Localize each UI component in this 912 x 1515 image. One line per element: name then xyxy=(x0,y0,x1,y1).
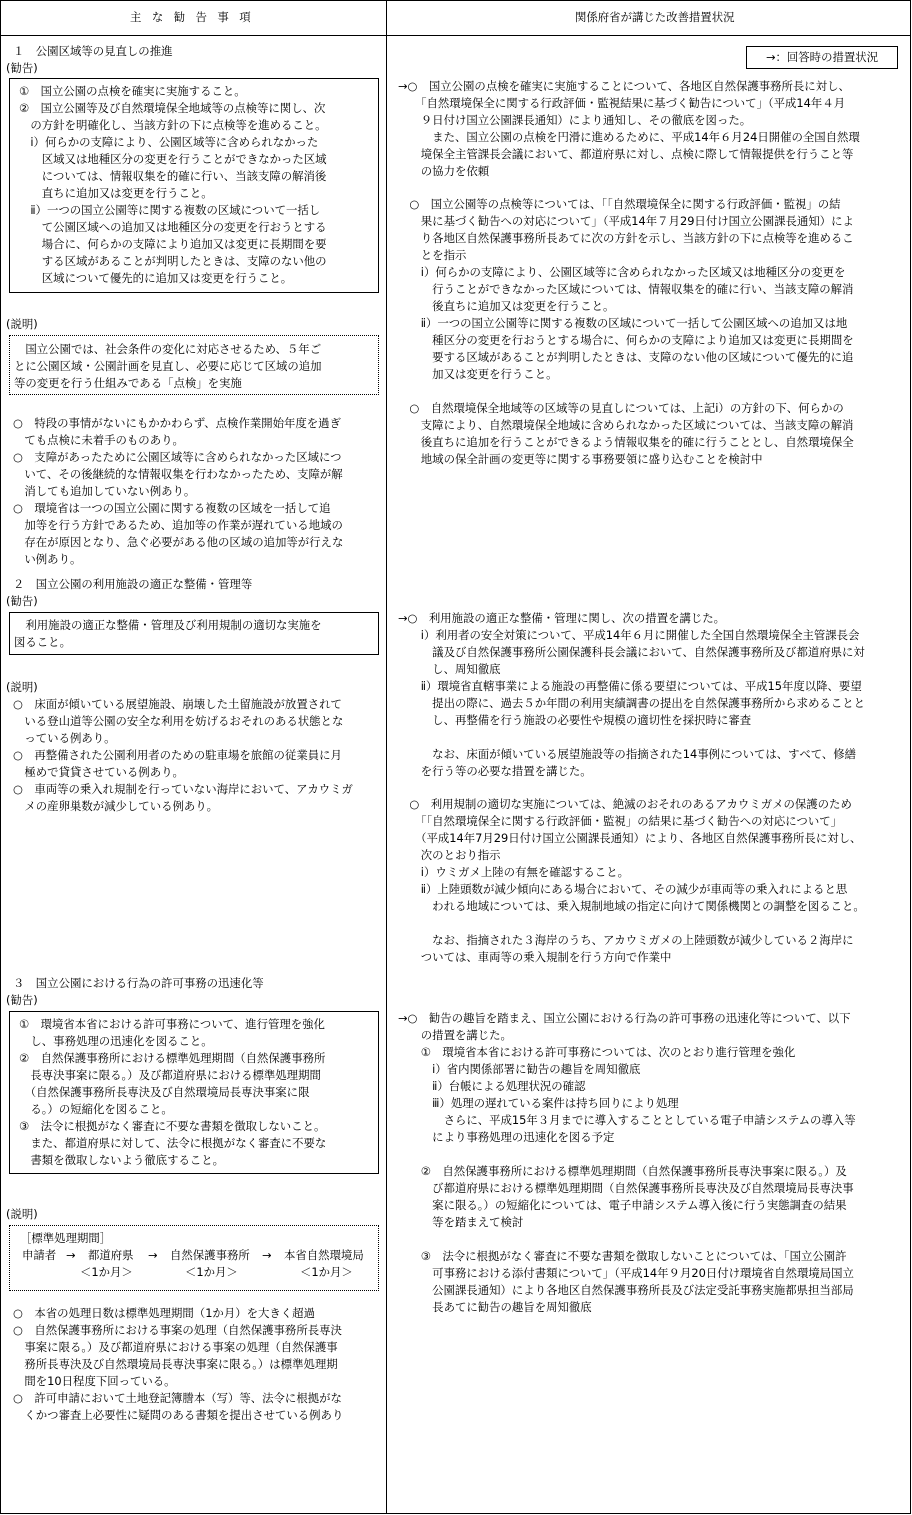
text-line: ⅰ）ウミガメ上陸の有無を確認すること。 xyxy=(398,865,629,879)
text-line: する区域があることが判明したときは、支障のない他の xyxy=(19,254,327,268)
text-line: により事務処理の迅速化を図る予定 xyxy=(398,1130,615,1144)
text-line: 国立公園では、社会条件の変化に対応させるため、５年ご xyxy=(14,342,322,356)
text-line: 事案に限る。）及び都道府県における事案の処理（自然保護事 xyxy=(13,1340,338,1354)
text-line: 直ちに追加又は変更を行うこと。 xyxy=(19,186,213,200)
text-line: ○ 再整備された公園利用者のための駐車場を旅館の従業員に月 xyxy=(13,748,342,762)
text-line: ⅱ）環境省直轄事業による施設の再整備に係る要望については、平成15年度以降、要望 xyxy=(398,679,862,693)
text-line: し、再整備を行う施設の必要性や規模の適切性を採択時に審査 xyxy=(398,713,752,727)
text-line: 要する区域があることが判明したときは、支障のない他の区域について優先的に追 xyxy=(398,350,854,364)
text-line: また、都道府県に対して、法令に根拠がなく審査に不要な xyxy=(19,1136,327,1150)
text-line: 等の変更を行う仕組みである「点検」を実施 xyxy=(14,376,242,390)
text-line: ○ 自然保護事務所における事案の処理（自然保護事務所長専決 xyxy=(13,1323,342,1337)
text-line: われる地域については、乗入規制地域の指定に向けて関係機関との調整を図ること。 xyxy=(398,899,865,913)
s2-setsumei-text xyxy=(13,696,353,815)
text-line: 地域の保全計画の変更等に関する事務要領に盛り込むことを検討中 xyxy=(398,452,763,466)
text-line xyxy=(398,1231,856,1248)
s1-setsumei-text xyxy=(13,415,343,568)
text-line: 存在が原因となり、急ぐ必要がある他の区域の追加等が行えな xyxy=(13,535,344,549)
text-line: を行う等の必要な措置を講じた。 xyxy=(398,764,592,778)
s2-kankoku-label: (勧告) xyxy=(6,594,38,608)
text-line: メの産卵巣数が減少している例あり。 xyxy=(13,799,219,813)
text-line: ９日付け国立公園課長通知）により通知し、その徹底を図った。 xyxy=(398,113,752,127)
s1-kankoku-text xyxy=(19,83,327,287)
text-line: ② 自然保護事務所における標準処理期間（自然保護事務所長専決事案に限る。）及 xyxy=(398,1164,847,1178)
text-line: ○ 国立公園等の点検等については、「「自然環境保全に関する行政評価・監視」の結 xyxy=(398,197,841,211)
r3-response-a xyxy=(398,1010,856,1316)
text-line: 長あてに勧告の趣旨を周知徹底 xyxy=(398,1300,592,1314)
text-line: とに公園区域・公園計画を見直し、必要に応じて区域の追加 xyxy=(14,359,322,373)
text-line: る。）の短縮化を図ること。 xyxy=(19,1102,173,1116)
text-line: 「自然環境保全に関する行政評価・監視結果に基づく勧告について」（平成14年４月 xyxy=(398,96,846,110)
section-3-title: ３ 国立公園における行為の許可事務の迅速化等 xyxy=(13,976,264,990)
text-line: 公園課長通知）により各地区自然保護事務所長及び法定受託事務実施都県担当部局 xyxy=(398,1283,854,1297)
text-line: ⅰ）何らかの支障により、公園区域等に含められなかった区域又は地種区分の変更を xyxy=(398,265,846,279)
r2-response-b xyxy=(398,796,865,966)
text-line: 次のとおり指示 xyxy=(398,848,501,862)
text-line: 加等を行う方針であるため、追加等の作業が遅れている地域の xyxy=(13,518,343,532)
text-line: ○ 利用規制の適切な実施については、絶滅のおそれのあるアカウミガメの保護のため xyxy=(398,797,852,811)
flow-period: ＜1か月＞ xyxy=(300,1265,353,1279)
r1-response-b xyxy=(398,196,854,383)
s2-kankoku-text xyxy=(14,617,322,651)
text-line: ⅱ）台帳による処理状況の確認 xyxy=(398,1079,586,1093)
flow-node-office: 自然保護事務所 xyxy=(170,1248,250,1262)
flow-node-prefecture: 都道府県 xyxy=(88,1248,134,1262)
text-line: →○ 国立公園の点検を確実に実施することについて、各地区自然保護事務所長に対し、 xyxy=(398,79,850,93)
flow-period: ＜1か月＞ xyxy=(185,1265,238,1279)
s2-setsumei-label: (説明) xyxy=(6,680,38,694)
text-line: 等を踏まえて検討 xyxy=(398,1215,524,1229)
text-line: ① 環境省本省における許可事務については、次のとおり進行管理を強化 xyxy=(398,1045,796,1059)
text-line: 区域について優先的に追加又は変更を行うこと。 xyxy=(19,271,293,285)
text-line: し、事務処理の迅速化を図ること。 xyxy=(19,1034,213,1048)
s1-setsumei-label: (説明) xyxy=(6,317,38,331)
text-line: 行うことができなかった区域については、情報収集を的確に行い、当該支障の解消 xyxy=(398,282,854,296)
legend-box: →：回答時の措置状況 xyxy=(746,46,898,69)
r1-response-a xyxy=(398,78,860,180)
flow-node-ministry: 本省自然環境局 xyxy=(284,1248,364,1262)
text-line: ③ 法令に根拠がなく審査に不要な書類を徴取しないこと。 xyxy=(19,1119,326,1133)
text-line: 極めで貸貸させている例あり。 xyxy=(13,765,184,779)
text-line: て公園区域への追加又は地種区分の変更を行おうとする xyxy=(19,220,327,234)
text-line: 務所長専決及び自然環境局長専決事案に限る。）は標準処理期 xyxy=(13,1357,338,1371)
text-line: ○ 自然環境保全地域等の区域等の見直しについては、上記ⅰ）の方針の下、何らかの xyxy=(398,401,844,415)
r1-response-c xyxy=(398,400,854,468)
text-line: ても点検に未着手のものあり。 xyxy=(13,433,184,447)
s3-setsumei-text xyxy=(13,1305,343,1424)
text-line: ② 自然保護事務所における標準処理期間（自然保護事務所 xyxy=(19,1051,326,1065)
text-line: なお、床面が傾いている展望施設等の指摘された14事例については、すべて、修繕 xyxy=(398,747,857,761)
text-line: ○ 許可申請において土地登記簿謄本（写）等、法令に根拠がな xyxy=(13,1391,342,1405)
text-line: （自然保護事務所長専決及び自然環境局長専決事案に限 xyxy=(19,1085,310,1099)
text-line: →○ 勧告の趣旨を踏まえ、国立公園における行為の許可事務の迅速化等について、以下 xyxy=(398,1011,851,1025)
text-line: また、国立公園の点検を円滑に進めるために、平成14年６月24日開催の全国自然環 xyxy=(398,130,860,144)
text-line xyxy=(398,915,865,932)
text-line: →○ 利用施設の適正な整備・管理に関し、次の措置を講じた。 xyxy=(398,611,726,625)
text-line: ⅰ）省内関係部署に勧告の趣旨を周知徹底 xyxy=(398,1062,641,1076)
text-line: くかつ審査上必要性に疑問のある書類を提出させている例あり xyxy=(13,1408,344,1422)
text-line: の措置を講じた。 xyxy=(398,1028,512,1042)
text-line: の方針を明確化し、当該方針の下に点検等を進めること。 xyxy=(19,118,327,132)
text-line: 提出の際に、過去５か年間の利用実績調書の提出を自然保護事務所から求めることと xyxy=(398,696,866,710)
flow-title: ［標準処理期間］ xyxy=(20,1231,112,1245)
s1-setsumei-box-text xyxy=(14,341,322,392)
text-line: 場合に、何らかの支障により追加又は変更に長期間を要 xyxy=(19,237,327,251)
text-line xyxy=(398,729,865,746)
text-line: なお、指摘された３海岸のうち、アカウミガメの上陸頭数が減少している２海岸に xyxy=(398,933,854,947)
text-line: いて、その後継続的な情報収集を行わなかったため、支障が解 xyxy=(13,467,343,481)
text-line: の協力を依頼 xyxy=(398,164,490,178)
header-right: 関係府省が講じた改善措置状況 xyxy=(575,10,735,24)
text-line: 図ること。 xyxy=(14,635,71,649)
r2-response-a xyxy=(398,610,865,780)
text-line: 案に限る。）の短縮化については、電子申請システム導入後に行う実態調査の結果 xyxy=(398,1198,847,1212)
header-divider xyxy=(0,35,911,36)
s3-setsumei-label: (説明) xyxy=(6,1207,38,1221)
text-line: ○ 床面が傾いている展望施設、崩壊した土留施設が放置されて xyxy=(13,697,342,711)
text-line: い例あり。 xyxy=(13,552,82,566)
text-line: ⅰ）何らかの支障により、公園区域等に含められなかった xyxy=(19,135,319,149)
flow-node-applicant: 申請者 xyxy=(22,1248,57,1262)
text-line: （平成14年7月29日付け国立公園課長通知）により、各地区自然保護事務所長に対し、 xyxy=(398,831,862,845)
text-line: ① 国立公園の点検を確実に実施すること。 xyxy=(19,84,246,98)
text-line: ○ 支障があったために公園区域等に含められなかった区域につ xyxy=(13,450,342,464)
section-1-title: １ 公園区域等の見直しの推進 xyxy=(13,44,173,58)
flow-arrow: → xyxy=(66,1248,76,1262)
s3-kankoku-text xyxy=(19,1016,326,1169)
text-line: いる登山道等公園の安全な利用を妨げるおそれのある状態とな xyxy=(13,714,344,728)
header-left: 主 な 勧 告 事 項 xyxy=(130,10,255,24)
text-line: ○ 環境省は一つの国立公園に関する複数の区域を一括して追 xyxy=(13,501,331,515)
text-line: ⅱ）上陸頭数が減少傾向にある場合において、その減少が車両等の乗入れによると思 xyxy=(398,882,848,896)
text-line: ○ 車両等の乗入れ規制を行っていない海岸において、アカウミガ xyxy=(13,782,353,796)
text-line: ○ 特段の事情がないにもかかわらず、点検作業開始年度を過ぎ xyxy=(13,416,341,430)
text-line: 加又は変更を行うこと。 xyxy=(398,367,558,381)
text-line: とを指示 xyxy=(398,248,467,262)
text-line: ついては、車両等の乗入規制を行う方向で作業中 xyxy=(398,950,672,964)
text-line: っている例あり。 xyxy=(13,731,116,745)
text-line: ⅲ）処理の遅れている案件は持ち回りにより処理 xyxy=(398,1096,679,1110)
text-line: 書類を徴取しないよう徹底すること。 xyxy=(19,1153,225,1167)
flow-period: ＜1か月＞ xyxy=(80,1265,133,1279)
text-line: ① 環境省本省における許可事務について、進行管理を強化 xyxy=(19,1017,325,1031)
s3-kankoku-label: (勧告) xyxy=(6,993,38,1007)
text-line: 後直ちに追加を行うことができるよう情報収集を的確に行うこととし、自然環境保全 xyxy=(398,435,854,449)
text-line: ⅰ）利用者の安全対策について、平成14年６月に開催した全国自然環境保全主管課長会 xyxy=(398,628,860,642)
text-line: ③ 法令に根拠がなく審査に不要な書類を徴取しないことについては、「国立公園許 xyxy=(398,1249,847,1263)
text-line: 消しても追加していない例あり。 xyxy=(13,484,196,498)
text-line: 利用施設の適正な整備・管理及び利用規制の適切な実施を xyxy=(14,618,322,632)
column-divider xyxy=(386,0,387,1514)
s1-kankoku-label: (勧告) xyxy=(6,61,38,75)
text-line: 境保全主管課長会議において、都道府県に対し、点検に際して情報提供を行うこと等 xyxy=(398,147,854,161)
text-line: 議及び自然保護事務所公園保護科長会議において、自然保護事務所及び都道府県に対 xyxy=(398,645,865,659)
text-line: 長専決事案に限る。）及び都道府県における標準処理期間 xyxy=(19,1068,321,1082)
text-line: 支障により、自然環境保全地域に含められなかった区域については、当該支障の解消 xyxy=(398,418,854,432)
text-line: ○ 本省の処理日数は標準処理期間（1か月）を大きく超過 xyxy=(13,1306,315,1320)
flow-arrow: → xyxy=(148,1248,158,1262)
section-2-title: ２ 国立公園の利用施設の適正な整備・管理等 xyxy=(13,577,253,591)
text-line: 後直ちに追加又は変更を行うこと。 xyxy=(398,299,615,313)
text-line: ② 国立公園等及び自然環境保全地域等の点検等に関し、次 xyxy=(19,101,326,115)
text-line: については、情報収集を的確に行い、当該支障の解消後 xyxy=(19,169,327,183)
text-line: 間を10日程度下回っている。 xyxy=(13,1374,176,1388)
text-line: ⅱ）一つの国立公園等に関する複数の区域について一括し xyxy=(19,203,321,217)
text-line: 種区分の変更を行おうとする場合に、何らかの支障により追加又は変更に長期間を xyxy=(398,333,854,347)
text-line: し、周知徹底 xyxy=(398,662,501,676)
text-line: 区域又は地種区分の変更を行うことができなかった区域 xyxy=(19,152,327,166)
flow-arrow: → xyxy=(262,1248,272,1262)
text-line: ⅱ）一つの国立公園等に関する複数の区域について一括して公園区域への追加又は地 xyxy=(398,316,848,330)
text-line xyxy=(398,1146,856,1163)
text-line: 果に基づく勧告への対応について」（平成14年７月29日付け国立公園課長通知）によ xyxy=(398,214,854,228)
text-line: 「「自然環境保全に関する行政評価・監視」の結果に基づく勧告への対応について」 xyxy=(398,814,842,828)
text-line: び都道府県における標準処理期間（自然保護事務所長専決及び自然環境局長専決事 xyxy=(398,1181,854,1195)
text-line: 可事務における添付書類について」（平成14年９月20日付け環境省自然環境局国立 xyxy=(398,1266,854,1280)
text-line: さらに、平成15年３月までに導入することとしている電子申請システムの導入等 xyxy=(398,1113,856,1127)
text-line: り各地区自然保護事務所長あてに次の方針を示し、当該方針の下に点検等を進めるこ xyxy=(398,231,854,245)
